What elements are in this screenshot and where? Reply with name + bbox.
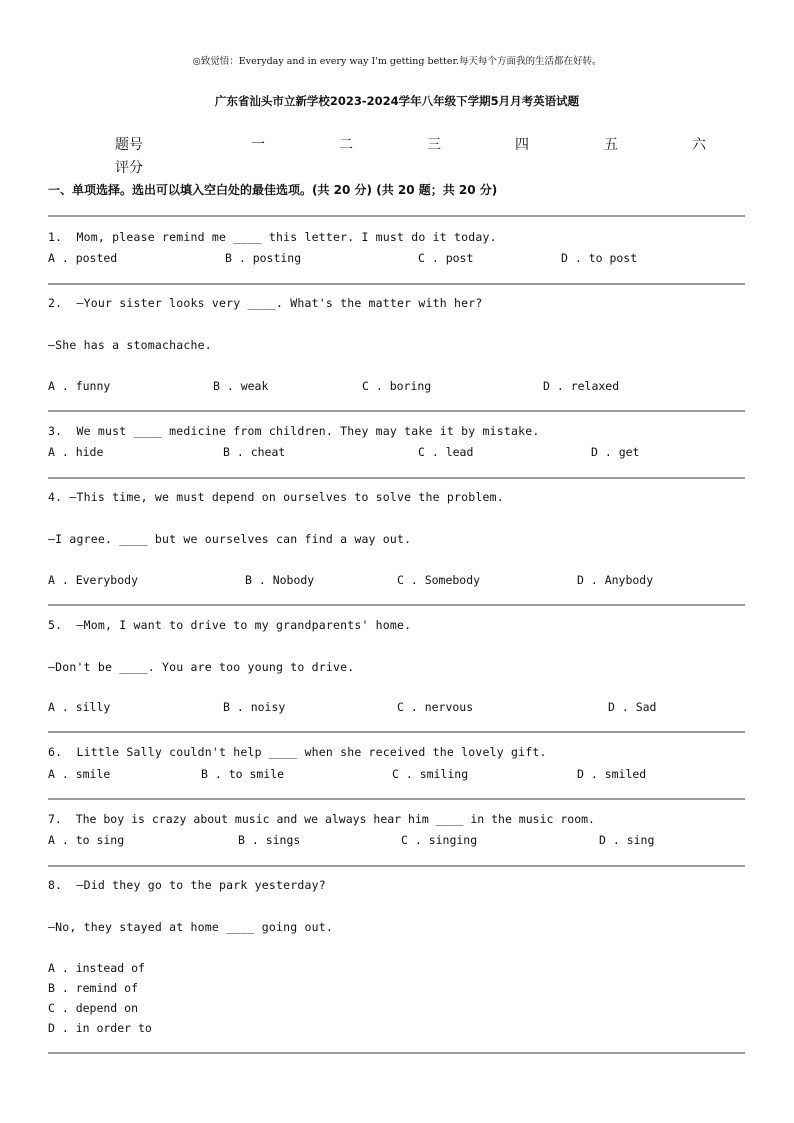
question-stem: 8. —Did they go to the park yesterday?: [48, 878, 326, 892]
option-c[interactable]: C . nervous: [397, 700, 474, 714]
score-column-3: 三: [427, 137, 441, 153]
option-d[interactable]: D . relaxed: [543, 379, 620, 393]
question-stem: 4. —This time, we must depend on ourselves to solve the problem.: [48, 490, 504, 504]
divider: [48, 865, 745, 867]
option-b[interactable]: B . Nobody: [245, 573, 315, 587]
option-a[interactable]: A . instead of: [48, 961, 145, 975]
option-d[interactable]: D . Sad: [608, 700, 657, 714]
divider: [48, 410, 745, 412]
option-d[interactable]: D . get: [591, 445, 640, 459]
question-reply: —She has a stomachache.: [48, 338, 212, 352]
option-a[interactable]: A . silly: [48, 700, 111, 714]
divider: [48, 1052, 745, 1054]
divider: [48, 604, 745, 606]
score-column-5: 五: [604, 137, 618, 153]
option-c[interactable]: C . singing: [401, 833, 478, 847]
option-b[interactable]: B . cheat: [223, 445, 286, 459]
option-c[interactable]: C . Somebody: [397, 573, 481, 587]
option-c[interactable]: C . boring: [362, 379, 432, 393]
option-d[interactable]: D . sing: [599, 833, 655, 847]
section-heading: 一、单项选择。选出可以填入空白处的最佳选项。(共 20 分) (共 20 题；共 20 分): [48, 183, 498, 197]
divider: [48, 283, 745, 285]
option-d[interactable]: D . smiled: [577, 767, 647, 781]
question-stem: 1. Mom, please remind me ____ this letter. I must do it today.: [48, 230, 497, 244]
score-table-score-label: 评分: [115, 160, 143, 176]
score-column-6: 六: [692, 137, 706, 153]
option-b[interactable]: B . posting: [225, 251, 302, 265]
question-stem: 2. —Your sister looks very ____. What's the matter with her?: [48, 296, 483, 310]
divider: [48, 798, 745, 800]
option-a[interactable]: A . funny: [48, 379, 111, 393]
option-b[interactable]: B . sings: [238, 833, 301, 847]
option-c[interactable]: C . lead: [418, 445, 474, 459]
option-b[interactable]: B . noisy: [223, 700, 286, 714]
option-a[interactable]: A . smile: [48, 767, 111, 781]
question-reply: —Don't be ____. You are too young to drive.: [48, 660, 355, 674]
option-d[interactable]: D . to post: [561, 251, 638, 265]
divider: [48, 215, 745, 217]
score-table-row-label: 题号: [115, 137, 143, 153]
option-d[interactable]: D . Anybody: [577, 573, 654, 587]
header-motto: ◎致觉悟：Everyday and in every way I'm getting better.每天每个方面我的生活都在好转。: [192, 56, 602, 67]
divider: [48, 477, 745, 479]
score-column-1: 一: [251, 137, 265, 153]
option-a[interactable]: A . to sing: [48, 833, 125, 847]
option-a[interactable]: A . Everybody: [48, 573, 139, 587]
question-stem: 3. We must ____ medicine from children. They may take it by mistake.: [48, 424, 540, 438]
question-stem: 6. Little Sally couldn't help ____ when she received the lovely gift.: [48, 745, 547, 759]
question-reply: —No, they stayed at home ____ going out.: [48, 920, 333, 934]
option-a[interactable]: A . hide: [48, 445, 104, 459]
option-d[interactable]: D . in order to: [48, 1021, 152, 1035]
score-column-2: 二: [339, 137, 353, 153]
option-b[interactable]: B . remind of: [48, 981, 139, 995]
question-stem: 5. —Mom, I want to drive to my grandparents' home.: [48, 618, 412, 632]
option-c[interactable]: C . depend on: [48, 1001, 139, 1015]
question-reply: —I agree. ____ but we ourselves can find a way out.: [48, 532, 412, 546]
option-b[interactable]: B . weak: [213, 379, 269, 393]
option-a[interactable]: A . posted: [48, 251, 118, 265]
divider: [48, 731, 745, 733]
option-c[interactable]: C . smiling: [392, 767, 469, 781]
score-column-4: 四: [515, 137, 529, 153]
option-b[interactable]: B . to smile: [201, 767, 285, 781]
option-c[interactable]: C . post: [418, 251, 474, 265]
question-stem: 7. The boy is crazy about music and we always hear him ____ in the music room.: [48, 812, 595, 826]
document-title: 广东省汕头市立新学校2023-2024学年八年级下学期5月月考英语试题: [214, 94, 580, 108]
